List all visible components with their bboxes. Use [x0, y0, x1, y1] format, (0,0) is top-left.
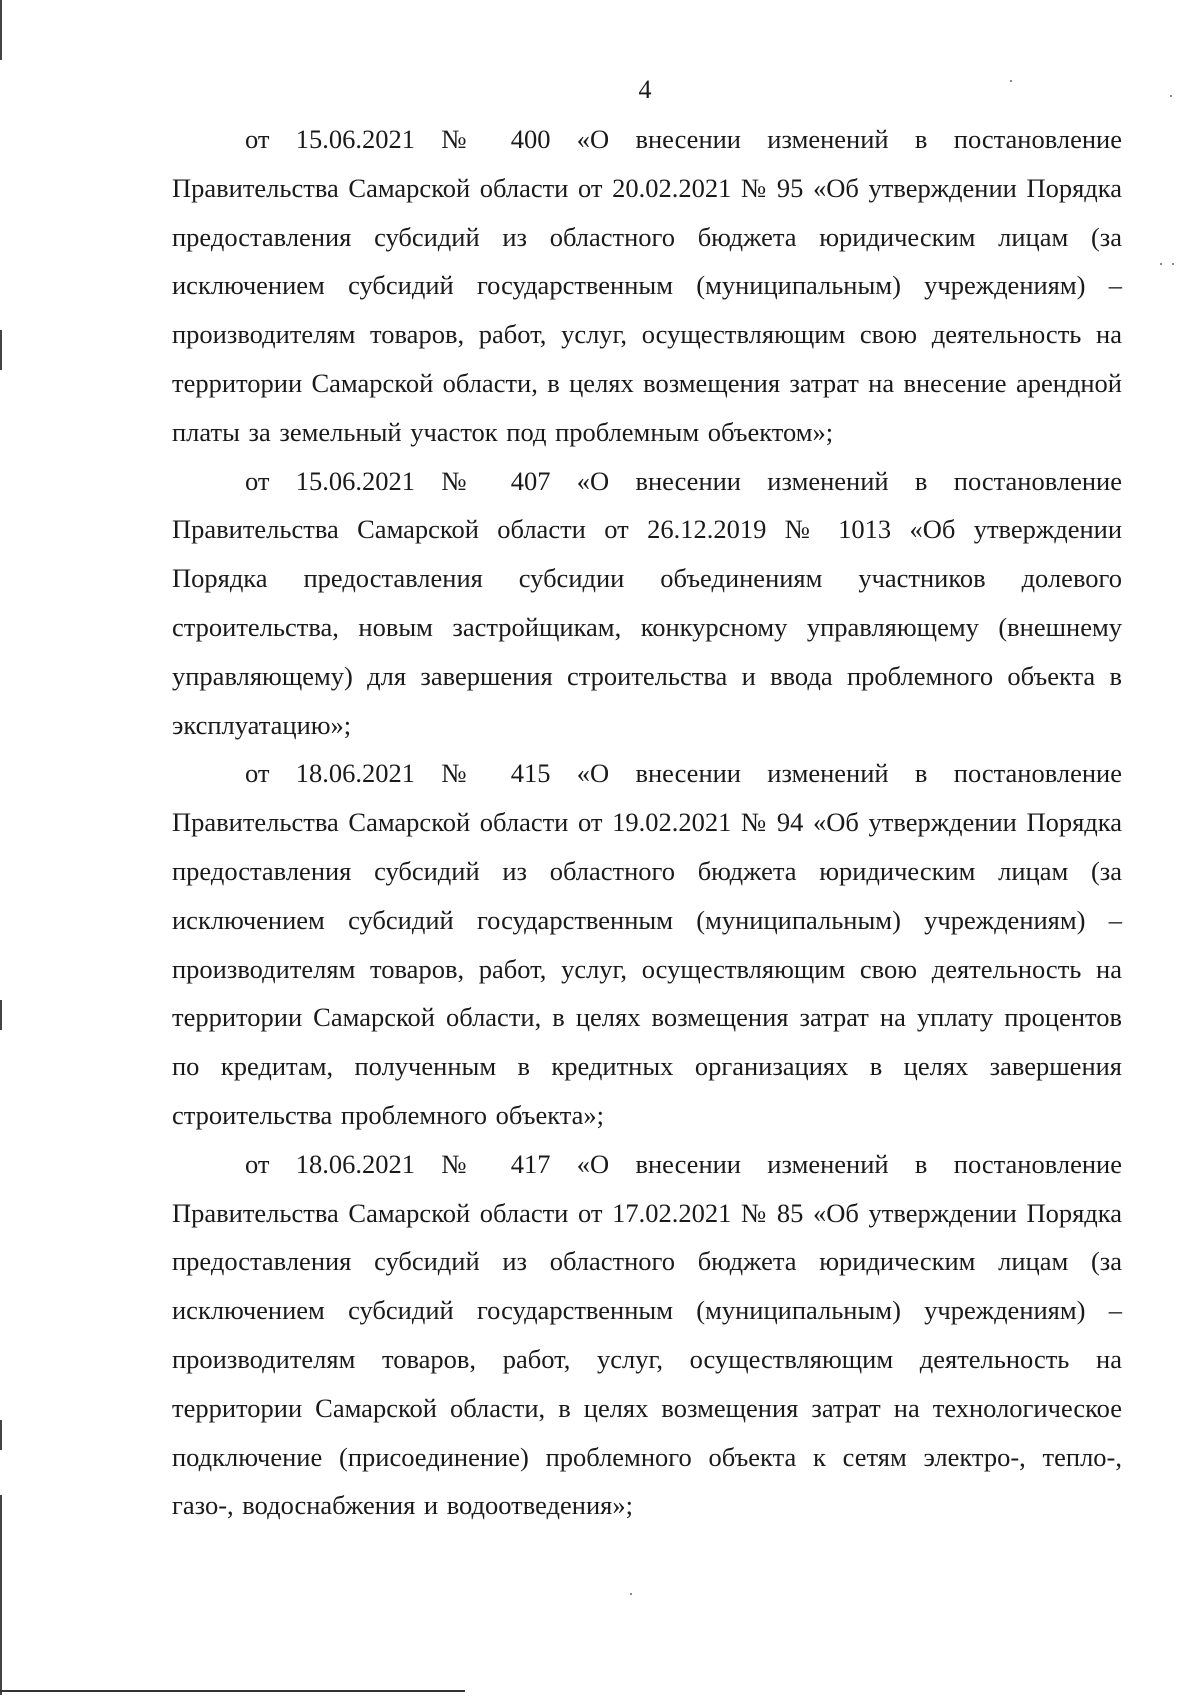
paragraph-resolution-407: от 15.06.2021 № 407 «О внесении изменений в постановление Правительства Самарской области от 26.12.2019 № 1013 «Об утверждении Порядка предоставления субсидии объединениям участников долевого строительства, новым застройщикам, конкурсному управляющему (внешнему управляющему) для завершения строительства и ввода проблемного объекта в эксплуатацию»; — [172, 465, 1122, 740]
paragraph-resolution-417: от 18.06.2021 № 417 «О внесении изменений в постановление Правительства Самарской области от 17.02.2021 № 85 «Об утверждении Порядка предоставления субсидий из областного бюджета юридическим лицам (за исключением субсидий государственным (муниципальным) учреждениям) – производителям товаров, работ, услуг, осуществляющим деятельность на территории Самарской области, в целях возмещения затрат на технологическое подключение (присоединение) проблемного объекта к сетям электро-, тепло-, газо-, водоснабжения и водоотведения»; — [172, 1148, 1122, 1521]
scan-speck — [1172, 263, 1174, 265]
document-body — [172, 115, 1122, 1530]
scan-edge-mark — [0, 1000, 2, 1030]
page-number: 4 — [638, 75, 652, 104]
paragraph-resolution-415: от 18.06.2021 № 415 «О внесении изменений в постановление Правительства Самарской области от 19.02.2021 № 94 «Об утверждении Порядка предоставления субсидий из областного бюджета юридическим лицам (за исключением субсидий государственным (муниципальным) учреждениям) – производителям товаров, работ, услуг, осуществляющим свою деятельность на территории Самарской области, в целях возмещения затрат на уплату процентов по кредитам, полученным в кредитных организациях в целях завершения строительства проблемного объекта»; — [172, 758, 1122, 1130]
scan-edge-mark — [0, 0, 2, 60]
scan-speck — [630, 1593, 632, 1595]
scan-edge-mark — [0, 1495, 2, 1695]
scan-speck — [1160, 263, 1162, 265]
scan-edge-mark — [0, 1420, 2, 1450]
scan-bottom-line — [0, 1690, 465, 1692]
paragraph-resolution-400: от 15.06.2021 № 400 «О внесении изменений в постановление Правительства Самарской области от 20.02.2021 № 95 «Об утверждении Порядка предоставления субсидий из областного бюджета юридическим лицам (за исключением субсидий государственным (муниципальным) учреждениям) – производителям товаров, работ, услуг, осуществляющим свою деятельность на территории Самарской области, в целях возмещения затрат на внесение арендной платы за земельный участок под проблемным объектом»; — [172, 124, 1122, 447]
scan-edge-mark — [0, 330, 2, 370]
